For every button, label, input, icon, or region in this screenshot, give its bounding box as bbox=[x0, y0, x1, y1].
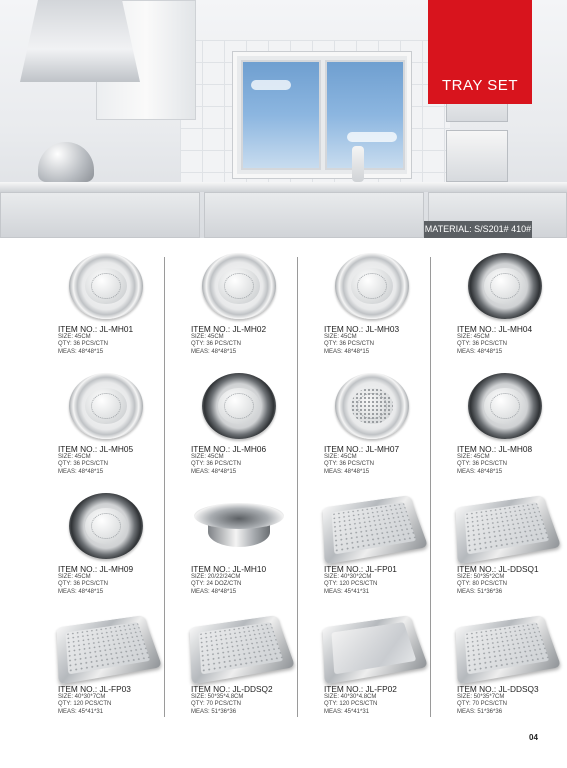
round-plate-image bbox=[69, 253, 143, 319]
cloud bbox=[347, 132, 397, 142]
plate-pattern bbox=[490, 393, 520, 419]
product-size: SIZE: 45CM bbox=[191, 454, 224, 460]
item-number: ITEM NO.: JL-DDSQ3 bbox=[457, 684, 539, 694]
product-card bbox=[453, 485, 567, 603]
product-measurement: MEAS: 48*48*15 bbox=[191, 468, 237, 475]
product-info bbox=[191, 324, 309, 356]
product-info bbox=[324, 564, 442, 596]
product-card bbox=[54, 245, 172, 363]
product-image bbox=[320, 369, 424, 443]
round-plate-image bbox=[202, 373, 276, 439]
product-quantity: QTY: 120 PCS/CTN bbox=[324, 581, 378, 588]
product-measurement: MEAS: 45*41*31 bbox=[324, 588, 370, 595]
plate-pattern bbox=[357, 393, 387, 419]
product-measurement: MEAS: 48*48*15 bbox=[58, 588, 104, 595]
window-pane-left bbox=[241, 60, 321, 170]
round-plate-image bbox=[335, 373, 409, 439]
product-image bbox=[54, 489, 158, 563]
product-size: SIZE: 45CM bbox=[324, 334, 357, 340]
product-info bbox=[324, 684, 442, 716]
product-measurement: MEAS: 48*48*15 bbox=[58, 348, 104, 355]
product-image bbox=[54, 249, 158, 323]
product-card bbox=[453, 605, 567, 723]
product-measurement: MEAS: 45*41*31 bbox=[324, 708, 370, 715]
base-cabinet bbox=[0, 192, 200, 238]
rectangular-tray-image bbox=[190, 615, 296, 685]
item-number: ITEM NO.: JL-MH07 bbox=[324, 444, 400, 454]
product-quantity: QTY: 36 PCS/CTN bbox=[58, 341, 109, 348]
product-card bbox=[320, 605, 438, 723]
product-image bbox=[320, 249, 424, 323]
rectangular-tray-image bbox=[323, 495, 429, 565]
product-image bbox=[320, 609, 424, 683]
item-number: ITEM NO.: JL-MH04 bbox=[457, 324, 533, 334]
product-size: SIZE: 45CM bbox=[58, 574, 91, 580]
rectangular-tray-image bbox=[57, 615, 163, 685]
product-info bbox=[324, 324, 442, 356]
product-card bbox=[453, 245, 567, 363]
product-quantity: QTY: 70 PCS/CTN bbox=[457, 701, 508, 708]
product-image bbox=[453, 249, 557, 323]
plate-pattern bbox=[91, 513, 121, 539]
material-label: MATERIAL: S/S201# 410# bbox=[424, 221, 532, 238]
product-measurement: MEAS: 51*36*36 bbox=[457, 588, 503, 595]
item-number: ITEM NO.: JL-FP02 bbox=[324, 684, 397, 694]
product-info bbox=[58, 684, 176, 716]
product-image bbox=[187, 249, 291, 323]
product-measurement: MEAS: 48*48*15 bbox=[191, 588, 237, 595]
item-number: ITEM NO.: JL-MH03 bbox=[324, 324, 400, 334]
product-card bbox=[187, 605, 305, 723]
product-size: SIZE: 45CM bbox=[58, 334, 91, 340]
plate-pattern bbox=[91, 273, 121, 299]
product-size: SIZE: 45CM bbox=[58, 454, 91, 460]
product-card bbox=[54, 605, 172, 723]
product-size: SIZE: 45CM bbox=[457, 334, 490, 340]
product-info bbox=[58, 324, 176, 356]
item-number: ITEM NO.: JL-MH02 bbox=[191, 324, 267, 334]
product-card bbox=[320, 485, 438, 603]
item-number: ITEM NO.: JL-DDSQ1 bbox=[457, 564, 539, 574]
plate-pattern bbox=[490, 273, 520, 299]
product-quantity: QTY: 120 PCS/CTN bbox=[324, 701, 378, 708]
product-size: SIZE: 50*35*7CM bbox=[457, 694, 505, 700]
product-size: SIZE: 45CM bbox=[324, 454, 357, 460]
product-quantity: QTY: 24 DOZ/CTN bbox=[191, 581, 242, 588]
product-info bbox=[457, 564, 567, 596]
product-measurement: MEAS: 48*48*15 bbox=[457, 468, 503, 475]
product-image bbox=[453, 609, 557, 683]
product-size: SIZE: 50*35*4.8CM bbox=[191, 694, 244, 700]
product-quantity: QTY: 70 PCS/CTN bbox=[191, 701, 242, 708]
bowl-image bbox=[194, 503, 284, 549]
vase bbox=[352, 146, 364, 182]
product-quantity: QTY: 120 PCS/CTN bbox=[58, 701, 112, 708]
round-plate-image bbox=[69, 373, 143, 439]
item-number: ITEM NO.: JL-MH09 bbox=[58, 564, 134, 574]
item-number: ITEM NO.: JL-MH06 bbox=[191, 444, 267, 454]
product-info bbox=[324, 444, 442, 476]
window-pane-right bbox=[325, 60, 405, 170]
product-info bbox=[457, 444, 567, 476]
product-card bbox=[54, 485, 172, 603]
product-size: SIZE: 20/22/24CM bbox=[191, 574, 241, 580]
page-title: TRAY SET bbox=[442, 77, 518, 94]
product-quantity: QTY: 36 PCS/CTN bbox=[191, 461, 242, 468]
product-size: SIZE: 45CM bbox=[191, 334, 224, 340]
round-plate-image bbox=[202, 253, 276, 319]
product-size: SIZE: 40*30*4.8CM bbox=[324, 694, 377, 700]
product-measurement: MEAS: 51*36*36 bbox=[191, 708, 237, 715]
product-quantity: QTY: 36 PCS/CTN bbox=[324, 341, 375, 348]
product-quantity: QTY: 36 PCS/CTN bbox=[191, 341, 242, 348]
product-card bbox=[320, 365, 438, 483]
rectangular-tray-image bbox=[456, 495, 562, 565]
item-number: ITEM NO.: JL-FP01 bbox=[324, 564, 397, 574]
product-measurement: MEAS: 48*48*15 bbox=[191, 348, 237, 355]
product-quantity: QTY: 36 PCS/CTN bbox=[324, 461, 375, 468]
product-image bbox=[453, 369, 557, 443]
kitchen-window bbox=[233, 52, 411, 178]
product-measurement: MEAS: 51*36*36 bbox=[457, 708, 503, 715]
item-number: ITEM NO.: JL-MH08 bbox=[457, 444, 533, 454]
plate-pattern bbox=[91, 393, 121, 419]
product-quantity: QTY: 36 PCS/CTN bbox=[58, 581, 109, 588]
kettle bbox=[38, 142, 94, 182]
item-number: ITEM NO.: JL-DDSQ2 bbox=[191, 684, 273, 694]
range-hood bbox=[20, 0, 140, 82]
page-number: 04 bbox=[529, 733, 538, 742]
bowl-rim bbox=[194, 503, 284, 529]
product-card bbox=[453, 365, 567, 483]
product-measurement: MEAS: 48*48*15 bbox=[457, 348, 503, 355]
plate-pattern bbox=[357, 273, 387, 299]
product-image bbox=[54, 369, 158, 443]
rectangular-tray-image bbox=[456, 615, 562, 685]
round-plate-image bbox=[468, 253, 542, 319]
title-block bbox=[428, 0, 532, 104]
product-image bbox=[320, 489, 424, 563]
countertop bbox=[0, 182, 567, 192]
plate-pattern bbox=[224, 273, 254, 299]
product-image bbox=[54, 609, 158, 683]
product-info bbox=[58, 564, 176, 596]
item-number: ITEM NO.: JL-MH05 bbox=[58, 444, 134, 454]
product-info bbox=[457, 684, 567, 716]
product-info bbox=[191, 564, 309, 596]
product-size: SIZE: 45CM bbox=[457, 454, 490, 460]
product-measurement: MEAS: 48*48*15 bbox=[324, 468, 370, 475]
product-card bbox=[187, 485, 305, 603]
product-grid bbox=[54, 245, 539, 725]
product-measurement: MEAS: 45*41*31 bbox=[58, 708, 104, 715]
product-card bbox=[54, 365, 172, 483]
product-card bbox=[187, 245, 305, 363]
oven bbox=[446, 130, 508, 182]
product-size: SIZE: 40*30*7CM bbox=[58, 694, 106, 700]
item-number: ITEM NO.: JL-FP03 bbox=[58, 684, 131, 694]
product-quantity: QTY: 36 PCS/CTN bbox=[457, 461, 508, 468]
product-size: SIZE: 50*35*2CM bbox=[457, 574, 505, 580]
product-card bbox=[320, 245, 438, 363]
product-image bbox=[187, 609, 291, 683]
product-measurement: MEAS: 48*48*15 bbox=[58, 468, 104, 475]
round-plate-image bbox=[335, 253, 409, 319]
item-number: ITEM NO.: JL-MH10 bbox=[191, 564, 267, 574]
product-measurement: MEAS: 48*48*15 bbox=[324, 348, 370, 355]
rectangular-tray-image bbox=[323, 615, 429, 685]
product-quantity: QTY: 36 PCS/CTN bbox=[457, 341, 508, 348]
cloud bbox=[251, 80, 291, 90]
product-image bbox=[453, 489, 557, 563]
round-plate-image bbox=[468, 373, 542, 439]
product-info bbox=[191, 684, 309, 716]
round-plate-image bbox=[69, 493, 143, 559]
product-image bbox=[187, 489, 291, 563]
product-quantity: QTY: 80 PCS/CTN bbox=[457, 581, 508, 588]
product-quantity: QTY: 36 PCS/CTN bbox=[58, 461, 109, 468]
product-image bbox=[187, 369, 291, 443]
base-cabinet bbox=[204, 192, 424, 238]
plate-pattern bbox=[224, 393, 254, 419]
product-size: SIZE: 40*30*2CM bbox=[324, 574, 372, 580]
product-info bbox=[457, 324, 567, 356]
product-info bbox=[58, 444, 176, 476]
item-number: ITEM NO.: JL-MH01 bbox=[58, 324, 134, 334]
product-card bbox=[187, 365, 305, 483]
product-info bbox=[191, 444, 309, 476]
